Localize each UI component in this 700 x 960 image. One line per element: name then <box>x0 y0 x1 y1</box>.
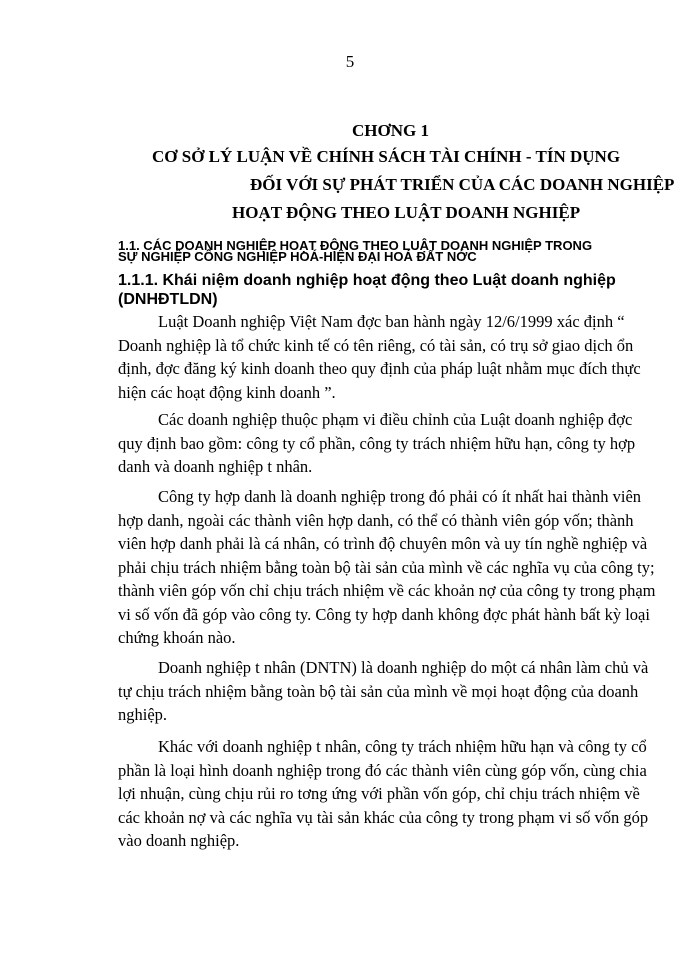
chapter-label: CHƠNG 1 <box>352 121 429 140</box>
chapter-title-line-3: HOẠT ĐỘNG THEO LUẬT DOANH NGHIỆP <box>232 203 581 222</box>
paragraph-enterprise-types: Các doanh nghiệp thuộc phạm vi điều chỉnh của Luật doanh nghiệp đợc quy định bao gồm: công ty cổ phần, công ty trách nhiệm hữu hạn, công ty hợp danh và doanh nghiệp t nhân. <box>118 410 636 476</box>
page-number: 5 <box>345 52 355 71</box>
paragraph-definition: Luật Doanh nghiệp Việt Nam đợc ban hành ngày 12/6/1999 xác định “ Doanh nghiệp là tổ chức kinh tế có tên riêng, có tài sản, có trụ sở giao dịch ổn định, đợc đăng ký kinh doanh theo quy định của pháp luật nhằm mục đích thực hiện các hoạt động kinh doanh ”. <box>118 312 641 402</box>
section-heading-line-2: SỰ NGHIỆP CÔNG NGHIỆP HOÁ-HIỆN ĐẠI HOÁ ĐẤT NỚC <box>118 249 477 264</box>
chapter-title-line-1: CƠ SỞ LÝ LUẬN VỀ CHÍNH SÁCH TÀI CHÍNH - TÍN DỤNG <box>152 147 621 166</box>
paragraph-private-enterprise: Doanh nghiệp t nhân (DNTN) là doanh nghiệp do một cá nhân làm chủ và tự chịu trách nhiệm bằng toàn bộ tài sản của mình về mọi hoạt động của doanh nghiệp. <box>118 658 649 724</box>
paragraph-llc-jsc: Khác với doanh nghiệp t nhân, công ty trách nhiệm hữu hạn và công ty cổ phần là loại hình doanh nghiệp trong đó các thành viên cùng góp vốn, cùng chia lợi nhuận, cùng chịu rủi ro tơng ứng với phần vốn góp, chỉ chịu trách nhiệm về các khoản nợ và các nghĩa vụ tài sản khác của công ty trong phạm vi số vốn góp vào doanh nghiệp. <box>118 737 649 850</box>
subsection-heading: 1.1.1. Khái niệm doanh nghiệp hoạt động theo Luật doanh nghiệp (DNHĐTLDN) <box>118 272 616 308</box>
paragraph-partnership: Công ty hợp danh là doanh nghiệp trong đó phải có ít nhất hai thành viên hợp danh, ngoài các thành viên hợp danh, có thể có thành viên góp vốn; thành viên hợp danh phải là cá nhân, có trình độ chuyên môn và uy tín nghề nghiệp và phải chịu trách nhiệm bằng toàn bộ tài sản của mình về các nghĩa vụ của công ty; thành viên góp vốn chỉ chịu trách nhiệm về các khoản nợ của công ty trong phạm vi số vốn đã góp vào công ty. Công ty hợp danh không đợc phát hành bất kỳ loại chứng khoán nào. <box>118 487 656 647</box>
chapter-title-line-2: ĐỐI VỚI SỰ PHÁT TRIỂN CỦA CÁC DOANH NGHIỆP <box>250 175 675 194</box>
section-heading-line-1: 1.1. CÁC DOANH NGHIỆP HOẠT ĐỘNG THEO LUẬT DOANH NGHIỆP TRONG <box>118 238 593 253</box>
